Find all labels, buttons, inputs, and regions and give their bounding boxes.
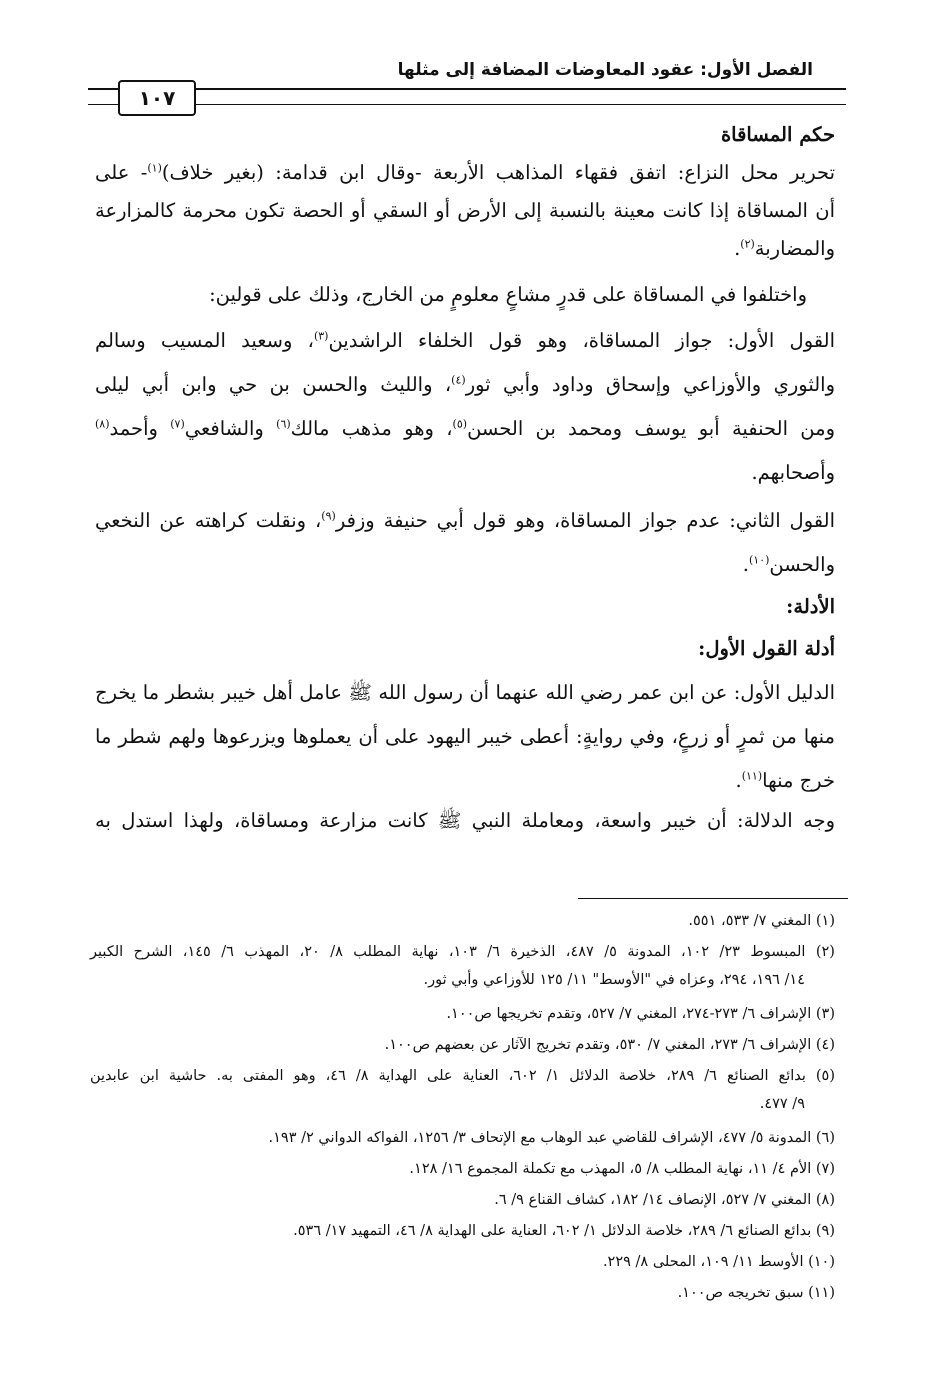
paragraph-line: الدليل الأول: عن ابن عمر رضي الله عنهما أن رسول الله ﷺ عامل أهل خيبر بشطر ما يخرج — [95, 681, 835, 704]
footnote-ref: (٩) — [321, 509, 336, 523]
paragraph-line — [95, 410, 835, 448]
line-text: والمضاربة — [754, 237, 835, 260]
paragraph-line — [743, 546, 835, 584]
header-rule-top — [88, 88, 846, 90]
footnote-5: (٥) بدائع الصنائع ٦/ ٢٨٩، خلاصة الدلائل ١/ ٦٠٢، العناية على الهداية ٨/ ٤٦، وهو المفتى به. حاشية ابن عابدين — [90, 1068, 836, 1084]
paragraph-line: واختلفوا في المساقاة على قدرٍ مشاعٍ معلومٍ من الخارج، وذلك على قولين: — [209, 283, 807, 306]
line-text: ، والليث والحسن بن حي وابن أبي ليلى — [95, 373, 452, 396]
line-text: ، وهو مذهب مالك — [290, 417, 453, 440]
footnote-10: (١٠) الأوسط ١١/ ١٠٩، المحلى ٨/ ٢٢٩. — [602, 1254, 835, 1270]
footnote-ref: (١١) — [741, 769, 763, 783]
paragraph-line — [95, 322, 835, 360]
footnote-ref: (٢) — [740, 237, 755, 251]
line-text: والثوري والأوزاعي وإسحاق وداود وأبي ثور — [465, 373, 835, 396]
subheading-first-opinion-evidence: أدلة القول الأول: — [698, 637, 835, 660]
footnote-ref: (١) — [147, 161, 162, 175]
paragraph-line: وأصحابهم. — [751, 461, 835, 484]
page-number: ١٠٧ — [118, 80, 196, 116]
paragraph-line — [95, 502, 835, 540]
footnote-ref: (٧) — [170, 417, 185, 431]
line-text: خرج منها — [762, 769, 835, 792]
paragraph-line: أن المساقاة إذا كانت معينة بالنسبة إلى الأرض أو السقي أو الحصة تكون محرمة كالمزارعة — [95, 199, 835, 222]
footnote-2: (٢) المبسوط ٢٣/ ١٠٢، المدونة ٥/ ٤٨٧، الذخيرة ٦/ ١٠٣، نهاية المطلب ٨/ ٢٠، المهذب ٦/ ١٤٥، الشرح الكبير — [90, 944, 835, 960]
line-text: القول الثاني: عدم جواز المساقاة، وهو قول أبي حنيفة وزفر — [335, 509, 836, 532]
footnote-3: (٣) الإشراف ٦/ ٢٧٣-٢٧٤، المغني ٧/ ٥٢٧، وتقدم تخريجها ص١٠٠. — [446, 1006, 835, 1022]
footnote-ref: (٣) — [313, 329, 329, 343]
footnote-separator — [578, 898, 848, 899]
header-rule-bottom — [88, 104, 846, 105]
footnote-11: (١١) سبق تخريجه ص١٠٠. — [677, 1285, 835, 1301]
line-text: تحرير محل النزاع: اتفق فقهاء المذاهب الأربعة -وقال ابن قدامة: (بغير خلاف) — [161, 161, 835, 184]
footnote-ref: (٨) — [95, 417, 110, 431]
line-text: القول الأول: جواز المساقاة، وهو قول الخلفاء الراشدين — [328, 329, 835, 352]
paragraph-line — [734, 230, 835, 268]
line-text: . — [735, 769, 742, 792]
paragraph-line: منها من ثمرٍ أو زرعٍ، وفي روايةٍ: أعطى خيبر اليهود على أن يعملوها ويزرعوها ولهم شطر ما — [95, 725, 835, 748]
paragraph-line — [736, 762, 835, 800]
footnote-6: (٦) المدونة ٥/ ٤٧٧، الإشراف للقاضي عبد الوهاب مع الإتحاف ٣/ ١٢٥٦، الفواكه الدواني ٢/ ١٩٣. — [268, 1130, 835, 1146]
footnote-7: (٧) الأم ٤/ ١١، نهاية المطلب ٨/ ٥، المهذب مع تكملة المجموع ١٦/ ١٢٨. — [409, 1161, 835, 1177]
footnote-1: (١) المغني ٧/ ٥٣٣، ٥٥١. — [688, 913, 835, 929]
line-text: . — [734, 237, 741, 260]
footnote-ref: (٥) — [452, 417, 468, 431]
line-text: وأحمد — [109, 417, 171, 440]
line-text: ، ونقلت كراهته عن النخعي — [95, 509, 322, 532]
paragraph-line — [95, 366, 835, 404]
footnote-8: (٨) المغني ٧/ ٥٢٧، الإنصاف ١٤/ ١٨٢، كشاف القناع ٩/ ٦. — [494, 1192, 835, 1208]
footnote-ref: (٤) — [451, 373, 466, 387]
running-header: الفصل الأول: عقود المعاوضات المضافة إلى مثلها — [397, 60, 813, 80]
footnote-ref: (٦) — [276, 417, 291, 431]
footnote-9: (٩) بدائع الصنائع ٦/ ٢٨٩، خلاصة الدلائل ١/ ٦٠٢، العناية على الهداية ٨/ ٤٦، التمهيد ١٧/ ٥٣٦. — [293, 1223, 835, 1239]
line-text: . — [742, 553, 749, 576]
subheading-evidence: الأدلة: — [786, 595, 835, 618]
footnote-4: (٤) الإشراف ٦/ ٢٧٣، المغني ٧/ ٥٣٠، وتقدم تخريج الآثار عن بعضهم ص١٠٠. — [384, 1037, 835, 1053]
paragraph-line: وجه الدلالة: أن خيبر واسعة، ومعاملة النبي ﷺ كانت مزارعة ومساقاة، ولهذا استدل به — [95, 809, 835, 832]
line-text: - على — [95, 161, 148, 184]
line-text: ، وسعيد المسيب وسالم — [95, 329, 314, 352]
line-text: والشافعي — [184, 417, 277, 440]
footnote-ref: (١٠) — [748, 553, 770, 567]
line-text: ومن الحنفية أبو يوسف ومحمد بن الحسن — [467, 417, 836, 440]
line-text: والحسن — [769, 553, 835, 576]
footnote-2-continued: ١٤/ ١٩٦، ٢٩٤، وعزاه في "الأوسط" ١١/ ١٢٥ للأوزاعي وأبي ثور. — [423, 972, 805, 988]
section-heading: حكم المساقاة — [720, 123, 835, 146]
footnote-5-continued: ٩/ ٤٧٧. — [759, 1096, 805, 1112]
paragraph-line — [95, 154, 835, 192]
